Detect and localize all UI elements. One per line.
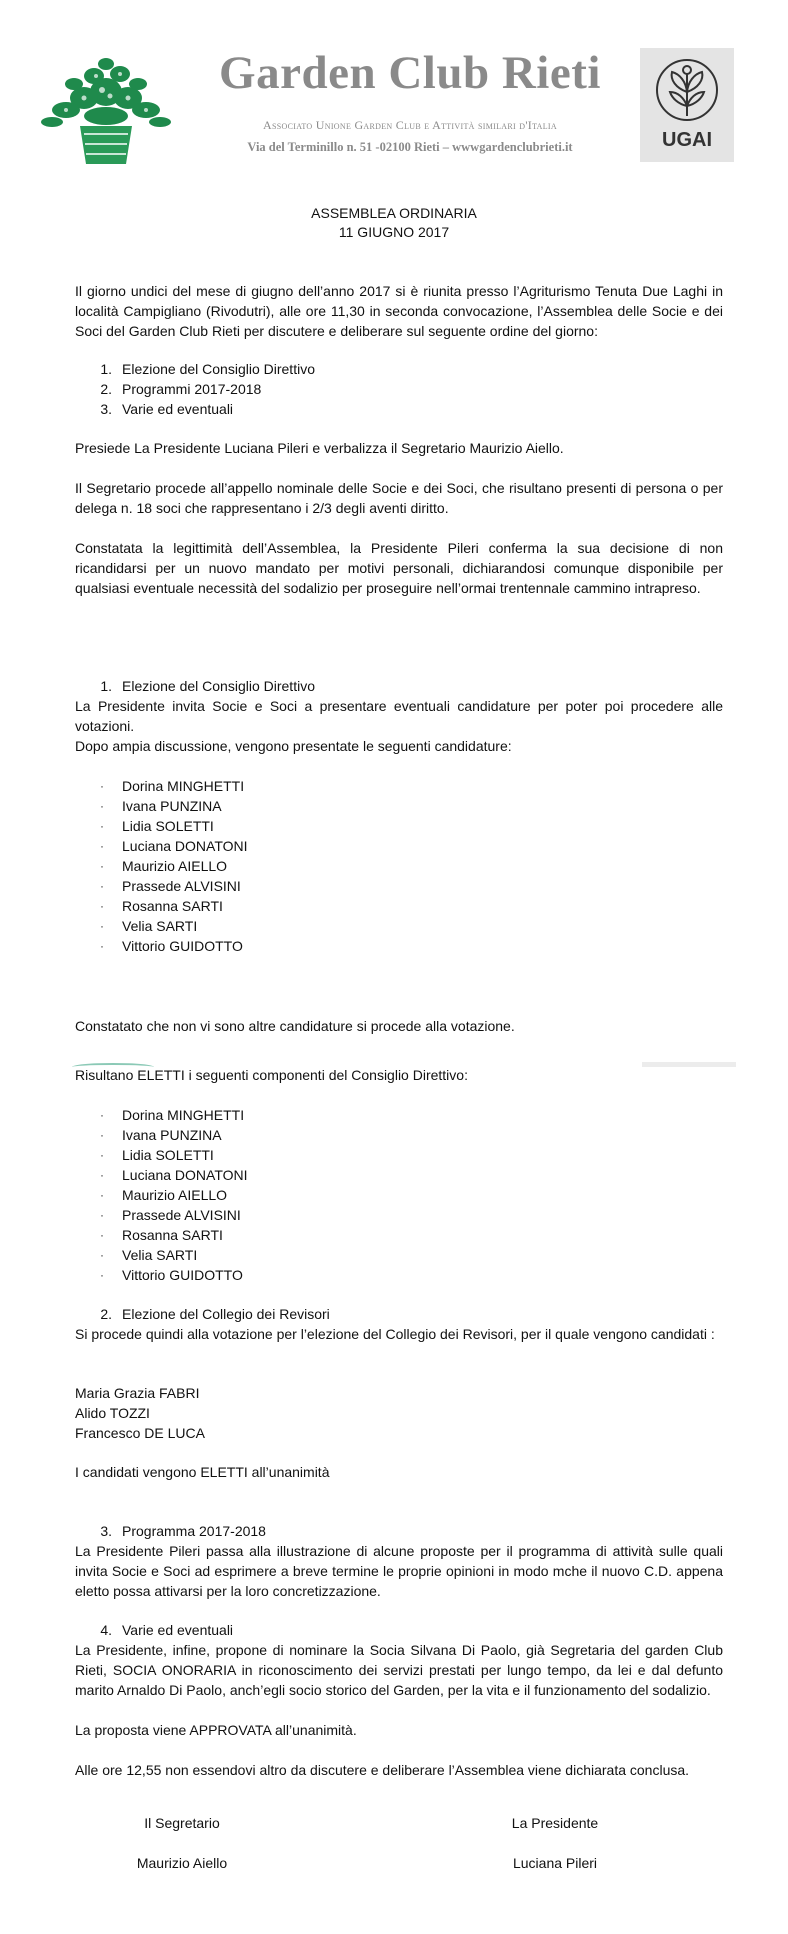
bullet: · [100,1148,104,1162]
bullet: · [100,799,104,813]
section2-paragraph-1: Si procede quindi alla votazione per l’elezione del Collegio dei Revisori, per il quale vengono candidati : [75,1326,715,1342]
bullet: · [100,899,104,913]
appello-paragraph: Il Segretario procede all’appello nominale delle Socie e dei Soci, che risultano presenti di persona o per delega n. 18 soci che rappresentano i 2/3 degli aventi diritto. [75,480,723,516]
club-name: Garden Club Rieti [219,47,601,99]
section1-paragraph-3: Constatato che non vi sono altre candidature si procede alla votazione. [75,1018,515,1034]
list-item: Ivana PUNZINA [122,1127,222,1143]
list-item: Maria Grazia FABRI [75,1385,200,1401]
signature-name-left: Maurizio Aiello [136,1855,228,1871]
section-number: 2. [100,1306,112,1322]
list-item: Maurizio AIELLO [122,1187,228,1203]
address-line: Via del Terminillo n. 51 -02100 Rieti – wwwgardenclubrieti.it [247,140,573,154]
list-item: Velia SARTI [122,1247,198,1263]
section-heading: Programma 2017-2018 [122,1523,266,1539]
list-item: Lidia SOLETTI [122,818,214,834]
signature-name-right: Luciana Pileri [512,1855,598,1871]
section1-paragraph-4: Risultano ELETTI i seguenti componenti del Consiglio Direttivo: [75,1067,468,1083]
list-item: Maurizio AIELLO [122,858,228,874]
list-item: Ivana PUNZINA [122,798,222,814]
bullet: · [100,859,104,873]
section-heading: Elezione del Collegio dei Revisori [122,1306,330,1322]
section3-paragraph: La Presidente Pileri passa alla illustrazione di alcune proposte per il programma di attività sulle quali invita Socie e Soci ad esprimere a breve termine le proprie opinioni in modo mche il nuovo C.D. appena eletto possa attivarsi per la loro concretizzazione. [75,1543,723,1599]
section-number: 3. [100,1523,112,1539]
list-item: Dorina MINGHETTI [122,778,245,794]
bullet: · [100,1248,104,1262]
bullet: · [100,1208,104,1222]
list-item: Francesco DE LUCA [75,1425,205,1441]
section1-paragraph-2: Dopo ampia discussione, vengono presentate le seguenti candidature: [75,738,512,754]
agenda-item: Programmi 2017-2018 [122,381,262,397]
list-item: Luciana DONATONI [122,1167,248,1183]
list-item: Alido TOZZI [75,1405,150,1421]
section-number: 1. [100,678,112,694]
bullet: · [100,1268,104,1282]
section-number: 4. [100,1622,112,1638]
bullet: · [100,839,104,853]
list-item: Lidia SOLETTI [122,1147,214,1163]
garden-basket-logo [40,56,172,170]
bullet: · [100,939,104,953]
list-item: Dorina MINGHETTI [122,1107,245,1123]
association-line: Associato Unione Garden Club e Attività similari d'Italia [263,118,557,132]
ugai-emblem-icon [640,52,734,132]
section1-paragraph-1: La Presidente invita Socie e Soci a presentare eventuali candidature per poter poi procedere alle votazioni. [75,698,723,734]
list-item: Vittorio GUIDOTTO [122,938,243,954]
bullet: · [100,1168,104,1182]
agenda-number: 2. [100,381,112,397]
ugai-badge [640,48,734,162]
bullet: · [100,1128,104,1142]
section4-paragraph-1: La Presidente, infine, propone di nominare la Socia Silvana Di Paolo, già Segretaria del garden Club Rieti, SOCIA ONORARIA in riconoscimento dei servizi prestati per lungo tempo, da lei e dal defunto marito Arnaldo Di Paolo, anch’egli socio storico del Garden, per la vita e il funzionamento del sodalizio. [75,1642,723,1698]
intro-paragraph: Il giorno undici del mese di giugno dell’anno 2017 si è riunita presso l’Agriturismo Tenuta Due Laghi in località Campigliano (Rivodutri), alle ore 11,30 in seconda convocazione, l’Assemblea delle Socie e dei Soci del Garden Club Rieti per discutere e deliberare sul seguente ordine del giorno: [75,283,723,339]
ugai-label: UGAI [662,129,712,151]
agenda-number: 1. [100,361,112,377]
section-heading: Varie ed eventuali [122,1622,234,1638]
list-item: Prassede ALVISINI [122,1207,241,1223]
bullet: · [100,1228,104,1242]
signature-role-left: Il Segretario [144,1815,220,1831]
constatata-paragraph: Constatata la legittimità dell’Assemblea, la Presidente Pileri conferma la sua decisione di non ricandidarsi per un nuovo mandato per motivi personali, dichiarandosi comunque disponibile per qualsiasi eventuale necessità del sodalizio per proseguire nell’ormai trentennale cammino intrapreso. [75,540,723,596]
signature-role-right: La Presidente [511,1815,599,1831]
bullet: · [100,1188,104,1202]
bullet: · [100,919,104,933]
agenda-item: Elezione del Consiglio Direttivo [122,361,315,377]
document-title [0,204,788,242]
list-item: Luciana DONATONI [122,838,248,854]
bullet: · [100,819,104,833]
closing-paragraph: Alle ore 12,55 non essendovi altro da discutere e deliberare l’Assemblea viene dichiarata conclusa. [75,1762,690,1778]
list-item: Vittorio GUIDOTTO [122,1267,243,1283]
bullet: · [100,779,104,793]
bullet: · [100,1108,104,1122]
section2-paragraph-2: I candidati vengono ELETTI all’unanimità [75,1464,330,1480]
agenda-item: Varie ed eventuali [122,401,234,417]
list-item: Prassede ALVISINI [122,878,241,894]
list-item: Rosanna SARTI [122,898,223,914]
title-line-1: ASSEMBLEA ORDINARIA [311,205,477,221]
section-heading: Elezione del Consiglio Direttivo [122,678,315,694]
agenda-number: 3. [100,401,112,417]
list-item: Velia SARTI [122,918,198,934]
presiede-paragraph: Presiede La Presidente Luciana Pileri e verbalizza il Segretario Maurizio Aiello. [75,440,564,456]
title-line-2: 11 GIUGNO 2017 [338,224,450,240]
list-item: Rosanna SARTI [122,1227,223,1243]
bullet: · [100,879,104,893]
section4-paragraph-2: La proposta viene APPROVATA all’unanimità. [75,1722,357,1738]
